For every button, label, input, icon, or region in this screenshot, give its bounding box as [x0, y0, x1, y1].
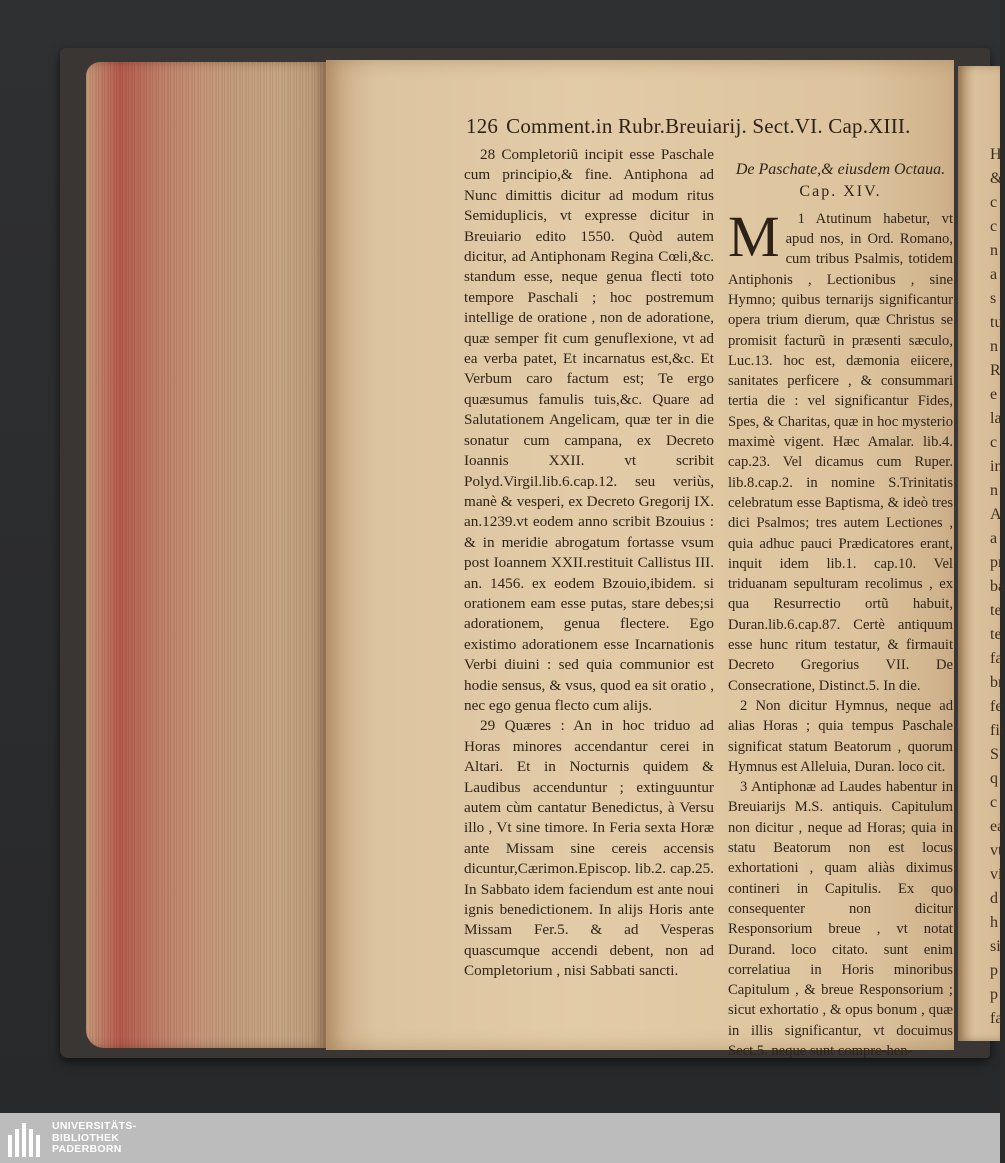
next-page-edge-char: si — [990, 938, 1001, 955]
next-page-edge-char: c — [990, 218, 998, 235]
next-page-edge-char: & — [990, 170, 1003, 187]
paragraph-28: 28 Completoriũ incipit esse Paschale cum principio,& fine. Antiphona ad Nunc dimittis dicitur ad modum ritus Semiduplicis, vt expresse dicitur in Breuiario edito 1550. Quòd autem dicitur, ad Antiphonam Regina Cœli,&c. standum esse, neque genua flecti toto tempore Paschali ; hoc postremum intellige de oratione , non de adoratione, quæ semper fit cum genuflexione, vt ad ea verba patet, Et incarnatus est,&c. Et Verbum caro factum est; Te ergo quæsumus famulis tuis,&c. Quare ad Salutationem Angelicam, quæ ter in die sonatur cum campana, ex Decreto Ioannis XXII. vt scribit Polyd.Virgil.lib.6.cap.12. seu veriùs, manè & vesperi, ex Decreto Gregorij IX. an.1239.vt eodem anno scribit Bzouius : & in meridie abrogatum fortasse vsum post Ioannem XXII.restituit Callistus III. an. 1456. ex eodem Bzouio,ibidem. si orationem eam esse putas, stare debes;si adorationem, genua flectere. Ego existimo adorationem esse Incarnationis Verbi diuini : sed quia communior est hodie sensus, & vsus, quod ea sit oratio , nec ego genua flecto cum alijs. — [464, 146, 714, 714]
next-page-edge-char: c — [990, 794, 998, 811]
library-logo-icon — [8, 1121, 48, 1157]
logo-line-1: UNIVERSITÄTS- — [52, 1120, 137, 1132]
next-page-edge-char: s — [990, 290, 997, 307]
logo-line-3: PADERBORN — [52, 1143, 122, 1155]
next-page-edge-char: br — [990, 674, 1004, 691]
book-fore-edge — [86, 62, 326, 1048]
next-page-edge-char: q — [990, 770, 998, 787]
first-paragraph-wrap — [728, 203, 953, 696]
next-page-edge-char: ba — [990, 578, 1005, 595]
right-column — [728, 160, 953, 1061]
next-page-edge-char: n — [990, 338, 998, 355]
next-page-edge-char: d — [990, 890, 998, 907]
right-column-body — [728, 203, 953, 1061]
library-logo-text — [52, 1121, 136, 1156]
paragraph-3: 3 Antiphonæ ad Laudes habentur in Breuiarijs M.S. antiquis. Capitulum non dicitur , neque ad Horas; quia in statu Beatorum non est locus exhortationi , quam aliàs diximus contineri in Capitulis. Ex quo consequenter non dicitur Responsorium breue , vt notat Durand. loco citato. sunt enim correlatiua in Horis minoribus Capitulum , & breue Responsorium ; sicut exhortatio , & opus bonum , quæ in illis significantur, vt docuimus Sect.5. neque sunt compre-hen- — [728, 779, 953, 1059]
paragraph-29: 29 Quæres : An in hoc triduo ad Horas minores accendantur cerei in Altari. Et in Nocturnis quidem & Laudibus accenduntur ; extinguuntur autem cùm cantatur Benedictus, à Versu illo , Vt sine timore. In Feria sexta Horæ ante Missam sine cereis accensis dicuntur,Cærimon.Episcop. lib.2. cap.25. In Sabbato idem faciendum est ante noui ignis benedictionem. In alijs Horis ante Missam Fer.5. & ad Vesperas quascumque accendi debent, non ad Completorium , nisi Sabbati sancti. — [464, 717, 714, 980]
next-page-edge-char: a — [990, 266, 998, 283]
running-head — [466, 114, 936, 139]
next-page-edge-char: tu — [990, 314, 1003, 331]
next-page-edge — [958, 66, 1005, 1041]
next-page-edge-char: fa — [990, 650, 1003, 667]
left-column — [464, 145, 714, 982]
next-page-edge-char: a — [990, 530, 998, 547]
next-page-edge-char: fir — [990, 722, 1005, 739]
next-page-edge-char: te — [990, 626, 1002, 643]
next-page-edge-char: H — [990, 146, 1002, 163]
next-page-edge-char: in — [990, 458, 1003, 475]
next-page-edge-char: ea — [990, 818, 1005, 835]
next-page-edge-char: c — [990, 194, 998, 211]
next-page-edge-char: A — [990, 506, 1002, 523]
logo-line-2: BIBLIOTHEK — [52, 1131, 120, 1144]
next-page-edge-char: fa — [990, 1010, 1003, 1027]
next-page-edge-char: S — [990, 746, 999, 763]
page-number: 126 — [466, 114, 499, 138]
next-page-edge-char: R — [990, 362, 1001, 379]
footer-bar — [0, 1113, 1000, 1163]
running-head-title: Comment.in Rubr.Breuiarij. Sect.VI. Cap.XIII. — [506, 114, 911, 138]
next-page-edge-char: vt — [990, 842, 1003, 859]
next-page-edge-char: vi — [990, 866, 1003, 883]
next-page-edge-char: te — [990, 602, 1002, 619]
chapter-title: Cap. XIV. — [799, 183, 882, 201]
next-page-edge-char: p — [990, 986, 998, 1003]
next-page-edge-char: n — [990, 242, 998, 259]
next-page-edge-char: la — [990, 410, 1002, 427]
drop-cap: M — [728, 203, 780, 269]
next-page-edge-char: e — [990, 386, 998, 403]
paragraph-2: 2 Non dicitur Hymnus, neque ad alias Horas ; quia tempus Paschale significat statum Beatorum , quorum Hymnus est Alleluia, Duran. loco cit. — [728, 697, 953, 775]
next-page-edge-char: p — [990, 962, 998, 979]
next-page-edge-char: fe — [990, 698, 1003, 715]
paragraph-1: 1 Atutinum habetur, vt apud nos, in Ord. Romano, cum tribus Psalmis, totidem Antiphonis , Lectionibus , sine Hymno; quibus ternarijs significantur opera trium dierum, quæ Christus se promisit facturũ in præsenti sæculo, Luc.13. hoc est, dæmonia eiicere, sanitates perficere , & consummari tertia die : vel significantur Fides, Spes, & Charitas, quæ in hoc mysterio maximè vigent. Hæc Amalar. lib.4. cap.23. Vel dicamus cum Ruper. lib.8.cap.2. in nomine S.Trinitatis celebratum esse Baptisma, & ideò tres dici Psalmos; tres autem Lectiones , quia adhuc pauci Prædicatores erant, inquit idem lib.1. cap.10. Vel triduanam sepulturam recolimus , ex qua Resurrectio ortũ habuit, Duran.lib.6.cap.87. Certè antiquum esse hunc ritum testatur, & firmauit Decreto Gregorius VII. De Consecratione, Distinct.5. In die. — [728, 210, 953, 694]
section-title: De Paschate,& eiusdem Octaua. — [735, 161, 946, 178]
next-page-edge-char: n — [990, 482, 998, 499]
next-page-edge-char: h — [990, 914, 998, 931]
next-page-edge-char: pr — [990, 554, 1004, 571]
next-page-edge-char: c — [990, 434, 998, 451]
